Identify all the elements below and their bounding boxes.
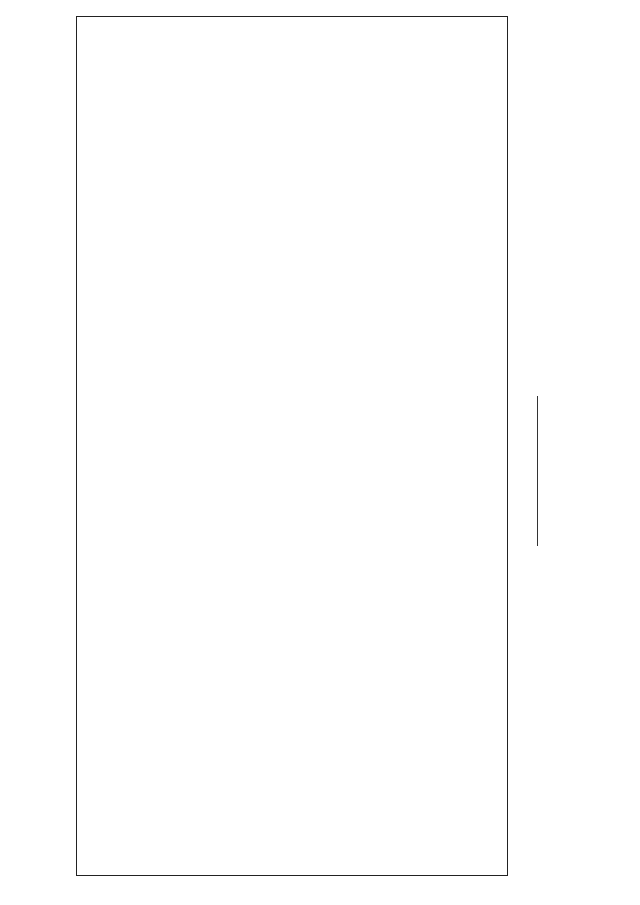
rotated-content	[76, 16, 636, 876]
data-table	[76, 16, 508, 876]
separator-line	[537, 396, 538, 546]
